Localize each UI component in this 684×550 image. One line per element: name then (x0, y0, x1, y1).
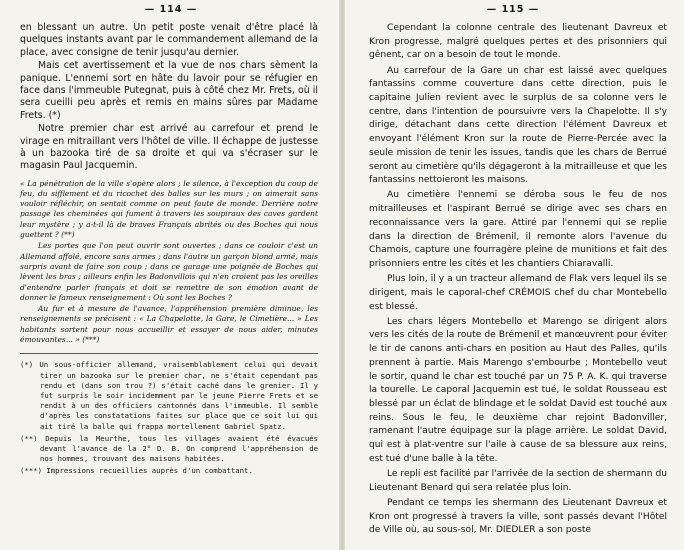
paragraph: Pendant ce temps les shermann des Lieutenant Davreux et Kron ont progressé à travers la ville, sont passés devant l'Hôtel de Ville où, au sous-sol, Mr. DIEDLER a son poste (369, 497, 667, 536)
left-column (20, 22, 318, 479)
paragraph: Le repli est facilité par l'arrivée de la section de shermann du Lieutenant Benard qui sera relatée plus loin. (369, 469, 667, 493)
footnote: (**) Depuis la Meurthe, tous les villages avaient été évacués devant l'avance de la 2° D. B. On comprend l'appréhension de nos hommes, trouvant des maisons habitées. (20, 433, 318, 464)
quote-paragraph: « La pénétration de la ville s'opère alors ; le silence, à l'exception du coup de feu, du sifflement et du ricochet des balles sur les murs ; on aimerait sans vouloir réfléchir, on sentait comme on peut faute de monde. Derrière notre passage les cheminées qui fument à travers les soupiraux des caves gardent leur mystère ; y a-t-il là de braves Français abrités ou des Boches qui nous guettent ? (**) (20, 178, 318, 240)
paragraph: Les chars légers Montebello et Marengo se dirigent alors vers les cités de la route de Brémenil et manœuvrent pour éviter le tir de canons anti-chars en position au Haut des Palles, qu'ils prennent à partie. Mais Marengo s'embourbe ; Montebello veut le sortir, quand le char est touché par un 75 P. A. K. qui traverse la tourelle. Le caporal Jacquemin est tué, le soldat Rousseau est blessé par un éclat de blindage et le soldat David est touché aux reins. Sous le feu, le deuxième char rejoint Badonviller, ramenant l'autre équipage sur la plage arrière. Le soldat David, qui est à plat-ventre sur l'aile à cause de sa blessure aux reins, est tué d'une balle à la tête. (369, 316, 667, 464)
paragraph: Mais cet avertissement et la vue de nos chars sèment la panique. L'ennemi sort en hâte du lavoir pour se réfugier en face dans l'immeuble Putegnat, puis à côté chez Mr. Frets, où il sera cueilli peu après et remis en mains sûres par Madame Frets. (*) (20, 60, 318, 121)
page-number: — 115 — (486, 4, 540, 15)
right-column (369, 22, 667, 540)
footnote: (*) Un sous-officier allemand, vraisemblablement celui qui devait tirer un bazooka sur le premier char, ne s'était cependant pas rendu et (dans son trou ?) s'était caché dans le grenier. Il y fut surpris le soir incidemment par le jeune Pierre Frets et se rendit à un des officiers cantonnés dans l'immeuble. Il semble d'après les constatations faites sur place que ce soit lui qui ait tiré la balle qui frappa mortellement Gabriel Spatz. (20, 360, 318, 431)
paragraph: Cependant la colonne centrale des lieutenant Davreux et Kron progresse, malgré quelques pertes et des prisonniers qui gênent, car on a besoin de tout le monde. (369, 23, 667, 61)
quote-paragraph: Au fur et à mesure de l'avance, l'appréhension première diminue, les renseignements se précisent : « La Chapelotte, la Gare, le Cimetière... » Les habitants sortent pour nous accueillir et essayer de nous aider, minutes émouvantes... » (***) (20, 304, 318, 345)
body-text (369, 22, 667, 538)
paragraph: Au cimetière l'ennemi se déroba sous le feu de nos mitrailleuses et l'aspirant Berrué se dirige avec ses chars en reconnaissance vers la gare. Attiré par l'ennemi qui se replie dans la direction de Brémenil, il remonte alors l'avenue du Chamois, capture une fourragère pleine de munitions et fait des prisonniers entre les cités et les chantiers Chiaravalli. (369, 190, 667, 269)
paragraph: en blessant un autre. Un petit poste venait d'être placé là quelques instants avant par le commandement allemand de la place, avec consigne de tenir jusqu'au dernier. (20, 22, 318, 58)
footnote: (***) Impressions recueillies auprès d'un combattant. (20, 466, 253, 476)
quote-paragraph: Les portes que l'on peut ouvrir sont ouvertes ; dans ce couloir c'est un Allemand affolé, encore sans armes ; dans l'autre un garçon blond armé, mais surpris avant de faire son coup ; dans ce garage une poignée de Boches qui lèvent les bras ; ailleurs enfin les Badonvillois qui n'en croient pas les oreilles d'entendre parler français et doit se remettre de son émotion avant de donner le fameux renseignement : Où sont les Boches ? (20, 241, 318, 302)
footnote-divider (20, 353, 318, 354)
right-page (342, 0, 684, 550)
footnotes (20, 360, 318, 476)
paragraph: Plus loin, il y a un tracteur allemand de Flak vers lequel ils se dirigent, mais le caporal-chef CRÉMOIS chef du char Montebello est blessé. (369, 274, 667, 312)
paragraph: Notre premier char est arrivé au carrefour et prend le virage en mitraillant vers l'hôtel de ville. Il échappe de justesse à un bazooka tiré de sa droite et qui va s'écraser sur le magasin Paul Jacquemin. (20, 123, 318, 172)
paragraph: Au carrefour de la Gare un char est laissé avec quelques fantassins comme couverture dans cette direction, puis le capitaine Julien revient avec le surplus de sa colonne vers le centre, dans l'intention de poursuivre vers la Chapelotte. Il s'y dirige, détachant dans cette direction l'élément Davreux et envoyant l'élément Kron sur la route de Pierre-Percée avec la seule mission de tenir les issues, tandis que les chars de Berrué seront au cimetière qu'ils dégageront à la mitrailleuse et que les fantassins nettoieront les maisons. (369, 65, 667, 186)
body-text (20, 22, 318, 173)
page-number: — 114 — (144, 4, 198, 15)
quoted-testimony (20, 179, 318, 346)
